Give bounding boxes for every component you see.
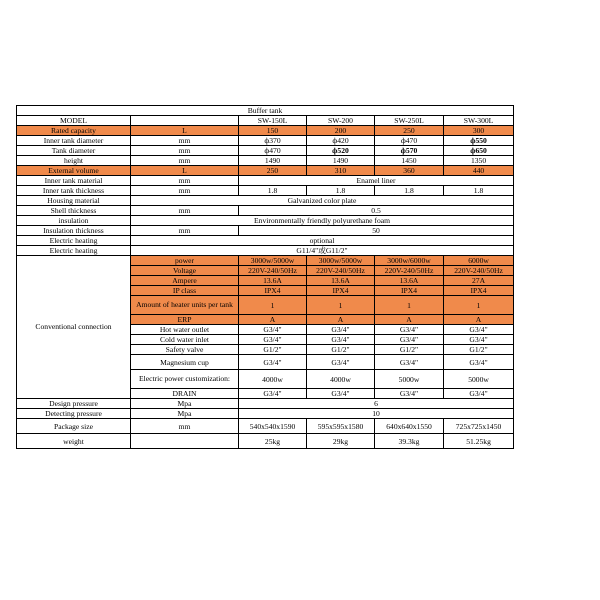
row-value: 50 [239, 226, 514, 236]
conv-item-value: 220V-240/50Hz [239, 266, 307, 276]
row-value: 1450 [375, 156, 444, 166]
row-label: Tank diameter [17, 146, 131, 156]
conv-item-value: IPX4 [444, 286, 514, 296]
conv-item-value: G1/2" [375, 345, 444, 355]
conv-item-value: 13.6A [239, 276, 307, 286]
conv-item-value: G3/4" [307, 389, 375, 399]
conv-item-value: G1/2" [444, 345, 514, 355]
row-value: 200 [307, 126, 375, 136]
conv-item-value: G3/4" [444, 335, 514, 345]
conv-item-value: G3/4" [375, 355, 444, 370]
row-label: insulation [17, 216, 131, 226]
conv-item-value: G3/4" [444, 325, 514, 335]
height-row [17, 156, 514, 166]
conv-item-value: 1 [375, 296, 444, 315]
rated-capacity-row [17, 126, 514, 136]
row-unit: Mpa [131, 409, 239, 419]
conv-item-value: IPX4 [375, 286, 444, 296]
row-value: 540x540x1590 [239, 419, 307, 434]
row-value: 6 [239, 399, 514, 409]
row-label: Detecting pressure [17, 409, 131, 419]
conv-item-value: 220V-240/50Hz [375, 266, 444, 276]
conv-item-value: 5000w [375, 370, 444, 389]
inner-thickness-row [17, 186, 514, 196]
row-label: weight [17, 434, 131, 449]
row-label: Electric heating [17, 246, 131, 256]
conv-item-value: 4000w [307, 370, 375, 389]
row-value: Environmentally friendly polyurethane foam [131, 216, 514, 226]
conv-item-value: G3/4" [239, 325, 307, 335]
inner-material-row [17, 176, 514, 186]
buffer-tank-spec-table [16, 105, 514, 449]
row-value: 595x595x1580 [307, 419, 375, 434]
conv-item-value: 220V-240/50Hz [307, 266, 375, 276]
conv-item-value: G3/4" [307, 325, 375, 335]
row-unit: mm [131, 136, 239, 146]
row-label: height [17, 156, 131, 166]
model-row [17, 116, 514, 126]
row-value: 1.8 [239, 186, 307, 196]
title-row [17, 106, 514, 116]
conv-item-name: Cold water inlet [131, 335, 239, 345]
insulation-thickness-row [17, 226, 514, 236]
conv-item-value: A [307, 315, 375, 325]
row-label: Housing material [17, 196, 131, 206]
conventional-row [17, 256, 514, 266]
row-value: ф570 [375, 146, 444, 156]
model-name: SW-250L [375, 116, 444, 126]
conv-item-name: DRAIN [131, 389, 239, 399]
row-label: Electric heating [17, 236, 131, 246]
conv-item-name: IP class [131, 286, 239, 296]
row-unit: mm [131, 206, 239, 216]
row-value: 250 [239, 166, 307, 176]
conv-item-name: Amount of heater units per tank [131, 296, 239, 315]
conv-item-value: 220V-240/50Hz [444, 266, 514, 276]
electric-heating-row [17, 236, 514, 246]
conv-item-value: 5000w [444, 370, 514, 389]
row-label: Inner tank thickness [17, 186, 131, 196]
conv-item-name: power [131, 256, 239, 266]
row-label: Shell thickness [17, 206, 131, 216]
row-value: ф550 [444, 136, 514, 146]
row-value: 1.8 [307, 186, 375, 196]
insulation-row [17, 216, 514, 226]
conv-item-value: G3/4" [444, 355, 514, 370]
row-label: Inner tank diameter [17, 136, 131, 146]
row-value: 51.25kg [444, 434, 514, 449]
conv-item-value: A [239, 315, 307, 325]
model-name: SW-300L [444, 116, 514, 126]
conv-item-value: G3/4" [239, 389, 307, 399]
row-label: External volume [17, 166, 131, 176]
row-value: 39.3kg [375, 434, 444, 449]
row-value: 360 [375, 166, 444, 176]
inner-diameter-row [17, 136, 514, 146]
conv-item-value: 3000w/5000w [239, 256, 307, 266]
row-value: 1.8 [444, 186, 514, 196]
row-value: G11/4"或G11/2" [131, 246, 514, 256]
design-pressure-row [17, 399, 514, 409]
model-name: SW-200 [307, 116, 375, 126]
conv-item-name: Ampere [131, 276, 239, 286]
conv-item-value: G3/4" [307, 355, 375, 370]
row-value: 29kg [307, 434, 375, 449]
conv-item-value: 1 [444, 296, 514, 315]
row-value: ф420 [307, 136, 375, 146]
detecting-pressure-row [17, 409, 514, 419]
conv-item-name: Magnesium cup [131, 355, 239, 370]
row-value: ф520 [307, 146, 375, 156]
row-value: ф470 [239, 146, 307, 156]
conv-item-value: 27A [444, 276, 514, 286]
tank-diameter-row [17, 146, 514, 156]
row-value: ф370 [239, 136, 307, 146]
conv-item-value: 13.6A [307, 276, 375, 286]
row-value: ф650 [444, 146, 514, 156]
conv-item-value: IPX4 [239, 286, 307, 296]
conv-item-value: G3/4" [239, 335, 307, 345]
conv-item-name: ERP [131, 315, 239, 325]
conv-item-name: Safety valve [131, 345, 239, 355]
external-volume-row [17, 166, 514, 176]
table-title: Buffer tank [17, 106, 514, 116]
row-label: Design pressure [17, 399, 131, 409]
row-value: 300 [444, 126, 514, 136]
conv-item-value: A [444, 315, 514, 325]
conv-item-value: 1 [307, 296, 375, 315]
conv-item-value: A [375, 315, 444, 325]
conv-item-name: Hot water outlet [131, 325, 239, 335]
conv-item-value: G3/4" [307, 335, 375, 345]
conv-item-value: G3/4" [375, 325, 444, 335]
row-value: ф470 [375, 136, 444, 146]
model-label: MODEL [17, 116, 131, 126]
row-unit: L [131, 126, 239, 136]
row-label: Rated capacity [17, 126, 131, 136]
row-label: Insulation thickness [17, 226, 131, 236]
housing-material-row [17, 196, 514, 206]
row-unit: mm [131, 226, 239, 236]
conv-item-value: G1/2" [239, 345, 307, 355]
weight-row [17, 434, 514, 449]
conv-item-value: 1 [239, 296, 307, 315]
conv-item-value: G3/4" [375, 335, 444, 345]
row-unit: mm [131, 186, 239, 196]
row-value: 640x640x1550 [375, 419, 444, 434]
row-unit: mm [131, 419, 239, 434]
conv-item-value: G3/4" [375, 389, 444, 399]
row-unit: mm [131, 146, 239, 156]
conv-item-value: G1/2" [307, 345, 375, 355]
row-unit: mm [131, 176, 239, 186]
conv-item-name: Electric power customization: [131, 370, 239, 389]
row-unit [131, 434, 239, 449]
row-value: 310 [307, 166, 375, 176]
row-value: 25kg [239, 434, 307, 449]
row-value: 1350 [444, 156, 514, 166]
row-value: Galvanized color plate [131, 196, 514, 206]
conv-item-value: 13.6A [375, 276, 444, 286]
conv-item-value: IPX4 [307, 286, 375, 296]
conv-item-value: 3000w/6000w [375, 256, 444, 266]
row-value: 10 [239, 409, 514, 419]
row-value: 725x725x1450 [444, 419, 514, 434]
row-value: 150 [239, 126, 307, 136]
package-size-row [17, 419, 514, 434]
row-value: 250 [375, 126, 444, 136]
row-value: Enamel liner [239, 176, 514, 186]
row-unit: L [131, 166, 239, 176]
row-value: optional [131, 236, 514, 246]
electric-heating-row [17, 246, 514, 256]
conv-item-name: Voltage [131, 266, 239, 276]
row-unit: mm [131, 156, 239, 166]
row-unit: Mpa [131, 399, 239, 409]
row-value: 1.8 [375, 186, 444, 196]
conventional-connection-label: Conventional connection [17, 256, 131, 399]
row-label: Inner tank material [17, 176, 131, 186]
shell-thickness-row [17, 206, 514, 216]
conv-item-value: G3/4" [444, 389, 514, 399]
row-value: 1490 [307, 156, 375, 166]
row-value: 0.5 [239, 206, 514, 216]
conv-item-value: G3/4" [239, 355, 307, 370]
row-label: Package size [17, 419, 131, 434]
row-value: 440 [444, 166, 514, 176]
conv-item-value: 4000w [239, 370, 307, 389]
model-unit-cell [131, 116, 239, 126]
row-value: 1490 [239, 156, 307, 166]
conv-item-value: 6000w [444, 256, 514, 266]
model-name: SW-150L [239, 116, 307, 126]
conv-item-value: 3000w/5000w [307, 256, 375, 266]
